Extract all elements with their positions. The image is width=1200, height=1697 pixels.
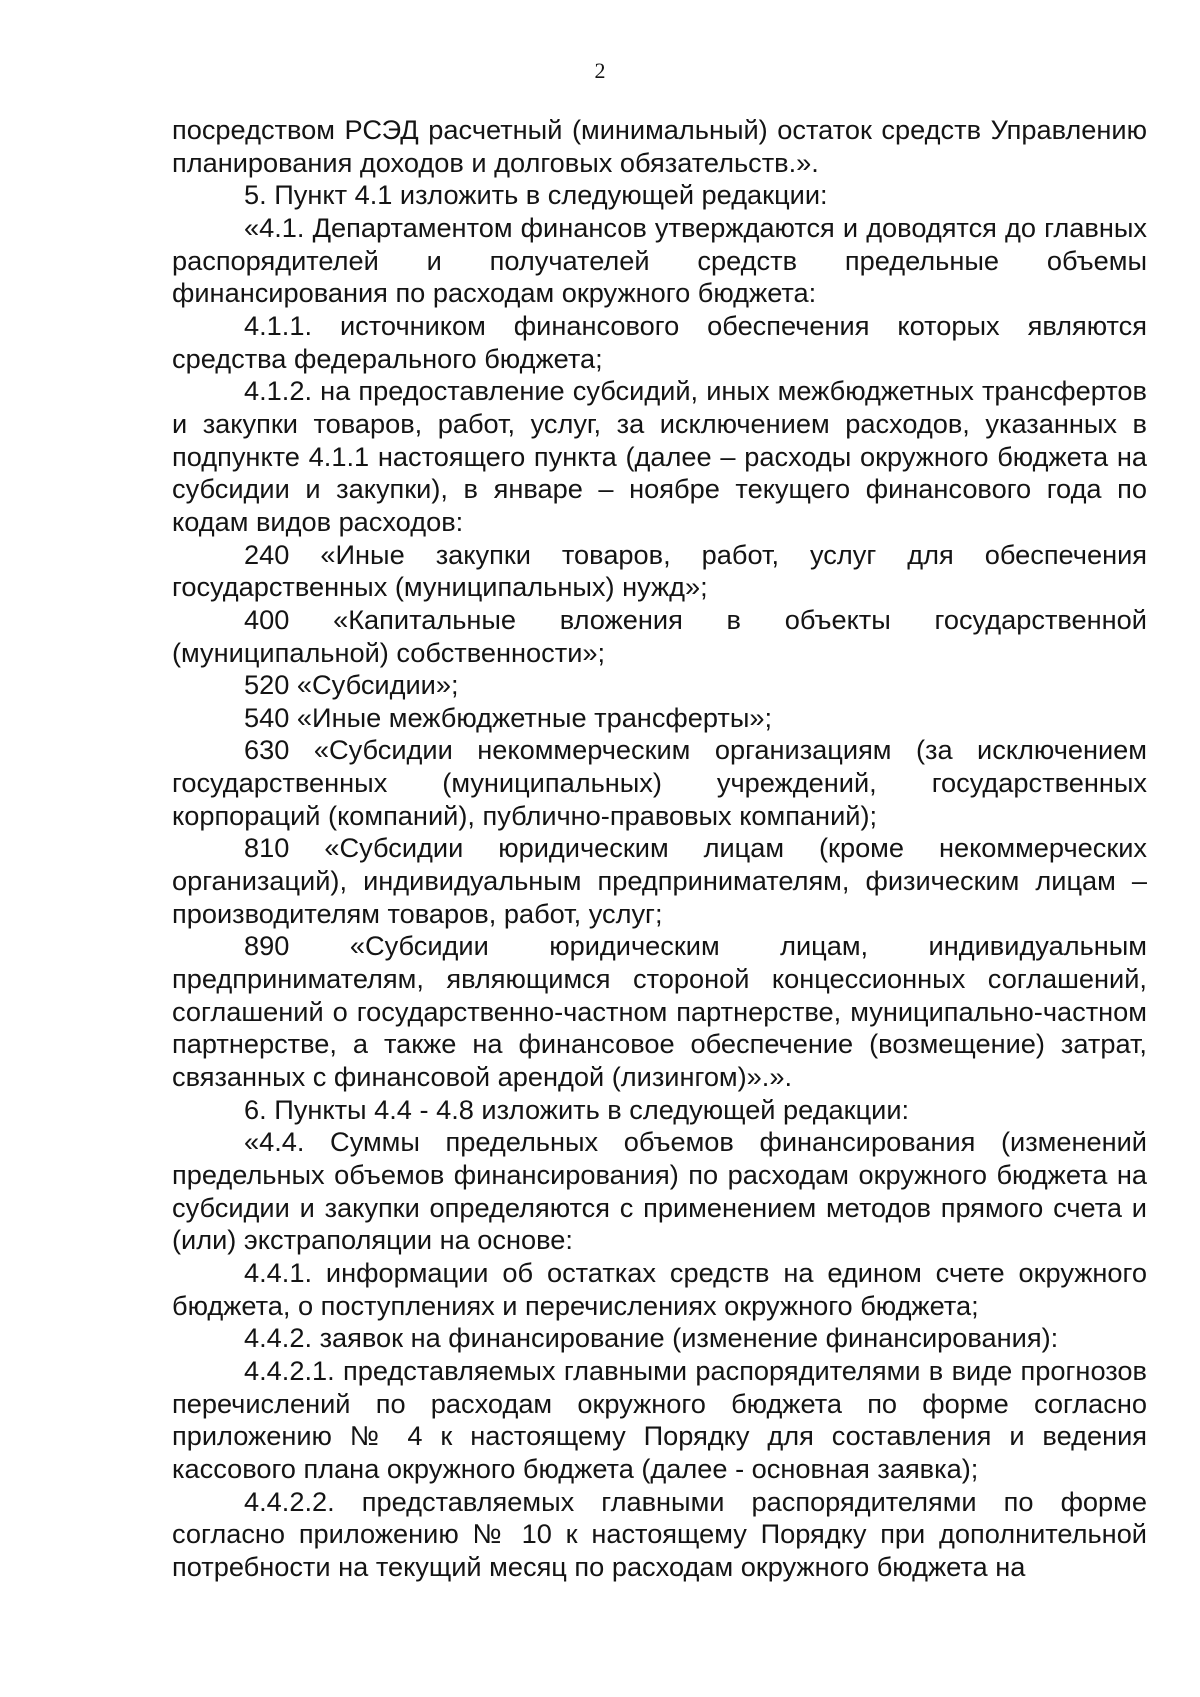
paragraph: 630 «Субсидии некоммерческим организациям (за исключением государственных (муниципальных) учреждений, государственных корпораций (компаний), публично-правовых компаний); — [172, 734, 1147, 831]
paragraph: 4.4.2. заявок на финансирование (изменение финансирования): — [244, 1322, 1059, 1354]
paragraph: 810 «Субсидии юридическим лицам (кроме некоммерческих организаций), индивидуальным предпринимателям, физическим лицам – производителям товаров, работ, услуг; — [172, 832, 1147, 929]
paragraph: 240 «Иные закупки товаров, работ, услуг для обеспечения государственных (муниципальных) нужд»; — [172, 538, 1147, 603]
paragraph: 4.4.2.2. представляемых главными распорядителями по форме согласно приложению № 10 к настоящему Порядку при дополнительной потребности на текущий месяц по расходам окружного бюджета на — [172, 1485, 1147, 1582]
paragraph: 4.1.2. на предоставление субсидий, иных межбюджетных трансфертов и закупки товаров, работ, услуг, за исключением расходов, указанных в подпункте 4.1.1 настоящего пункта (далее – расходы окружного бюджета на субсидии и закупки), в январе – ноябре текущего финансового года по кодам видов расходов: — [172, 375, 1147, 537]
paragraph: 890 «Субсидии юридическим лицам, индивидуальным предпринимателям, являющимся стороной концессионных соглашений, соглашений о государственно-частном партнерстве, муниципально-частном партнерстве, а также на финансовое обеспечение (возмещение) затрат, связанных с финансовой арендой (лизингом)».». — [172, 930, 1147, 1093]
paragraph: «4.4. Суммы предельных объемов финансирования (изменений предельных объемов финансирования) по расходам окружного бюджета на субсидии и закупки определяются с применением методов прямого счета и (или) экстраполяции на основе: — [172, 1126, 1147, 1256]
paragraph: 400 «Капитальные вложения в объекты государственной (муниципальной) собственности»; — [172, 603, 1147, 668]
page-number: 2 — [594, 58, 606, 83]
paragraph: 4.4.2.1. представляемых главными распорядителями в виде прогнозов перечислений по расходам окружного бюджета по форме согласно приложению № 4 к настоящему Порядку для составления и ведения кассового плана окружного бюджета (далее - основная заявка); — [172, 1354, 1147, 1484]
paragraph: посредством РСЭД расчетный (минимальный) остаток средств Управлению планирования доходов и долговых обязательств.». — [172, 114, 1147, 178]
paragraph: 4.4.1. информации об остатках средств на едином счете окружного бюджета, о поступлениях и перечислениях окружного бюджета; — [172, 1256, 1147, 1321]
paragraph: 4.1.1. источником финансового обеспечения которых являются средства федерального бюджета; — [172, 309, 1147, 374]
paragraph: 520 «Субсидии»; — [244, 669, 459, 701]
paragraph: «4.1. Департаментом финансов утверждаются и доводятся до главных распорядителей и получателей средств предельные объемы финансирования по расходам окружного бюджета: — [172, 211, 1147, 309]
paragraph: 540 «Иные межбюджетные трансферты»; — [244, 701, 773, 733]
document-body — [172, 114, 1147, 1584]
paragraph: 6. Пункты 4.4 - 4.8 изложить в следующей редакции: — [244, 1093, 910, 1125]
paragraph: 5. Пункт 4.1 изложить в следующей редакции: — [244, 179, 828, 211]
